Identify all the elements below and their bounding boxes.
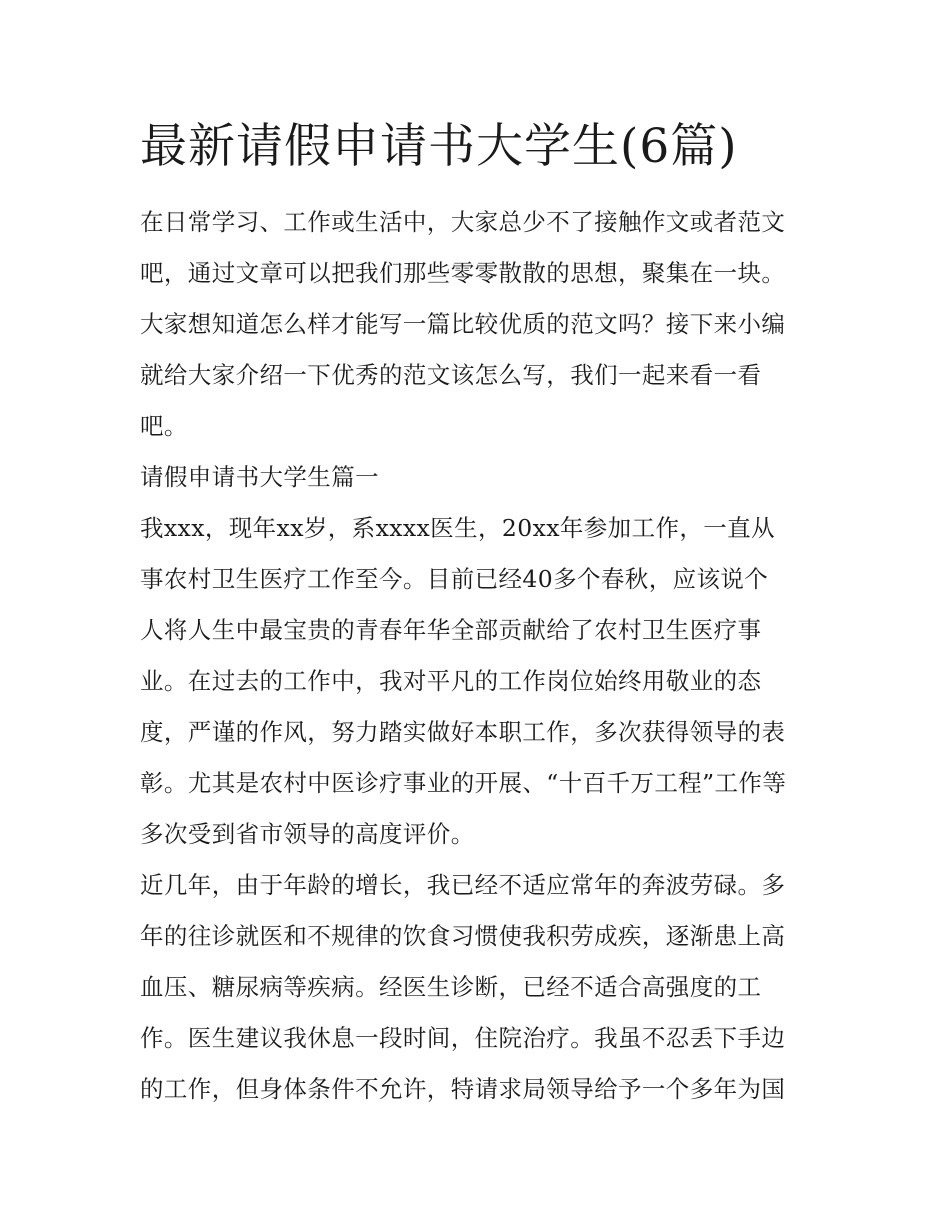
paragraph-line: 作。医生建议我休息一段时间，住院治疗。我虽不忍丢下手边 [140, 1024, 786, 1052]
paragraph-line: 度，严谨的作风，努力踏实做好本职工作，多次获得领导的表 [140, 718, 786, 746]
paragraph-line: 近几年，由于年龄的增长，我已经不适应常年的奔波劳碌。多 [140, 871, 786, 899]
paragraph-line: 我xxx，现年xx岁，系xxxx医生，20xx年参加工作，一直从 [140, 514, 775, 542]
paragraph-line: 多次受到省市领导的高度评价。 [140, 820, 475, 848]
paragraph-line: 事农村卫生医疗工作至今。目前已经40多个春秋，应该说个 [140, 565, 769, 593]
intro-line: 吧。 [140, 412, 188, 440]
section-heading: 请假申请书大学生篇一 [140, 463, 379, 491]
paragraph-line: 血压、糖尿病等疾病。经医生诊断，已经不适合高强度的工 [140, 973, 762, 1001]
paragraph-line: 人将人生中最宝贵的青春年华全部贡献给了农村卫生医疗事 [140, 616, 762, 644]
paragraph-line: 的工作，但身体条件不允许，特请求局领导给予一个多年为国 [140, 1075, 786, 1103]
paragraph-line: 年的往诊就医和不规律的饮食习惯使我积劳成疾，逐渐患上高 [140, 922, 786, 950]
paragraph-line: 业。在过去的工作中，我对平凡的工作岗位始终用敬业的态 [140, 667, 762, 695]
intro-line: 就给大家介绍一下优秀的范文该怎么写，我们一起来看一看 [140, 361, 762, 389]
intro-line: 在日常学习、工作或生活中，大家总少不了接触作文或者范文 [140, 208, 786, 236]
intro-line: 大家想知道怎么样才能写一篇比较优质的范文吗？接下来小编 [140, 310, 786, 338]
document-body [140, 197, 812, 1115]
paragraph-line: 彰。尤其是农村中医诊疗事业的开展、“十百千万工程”工作等 [140, 769, 787, 797]
intro-line: 吧，通过文章可以把我们那些零零散散的思想，聚集在一块。 [140, 259, 786, 287]
document-title: 最新请假申请书大学生(6篇) [140, 119, 738, 174]
